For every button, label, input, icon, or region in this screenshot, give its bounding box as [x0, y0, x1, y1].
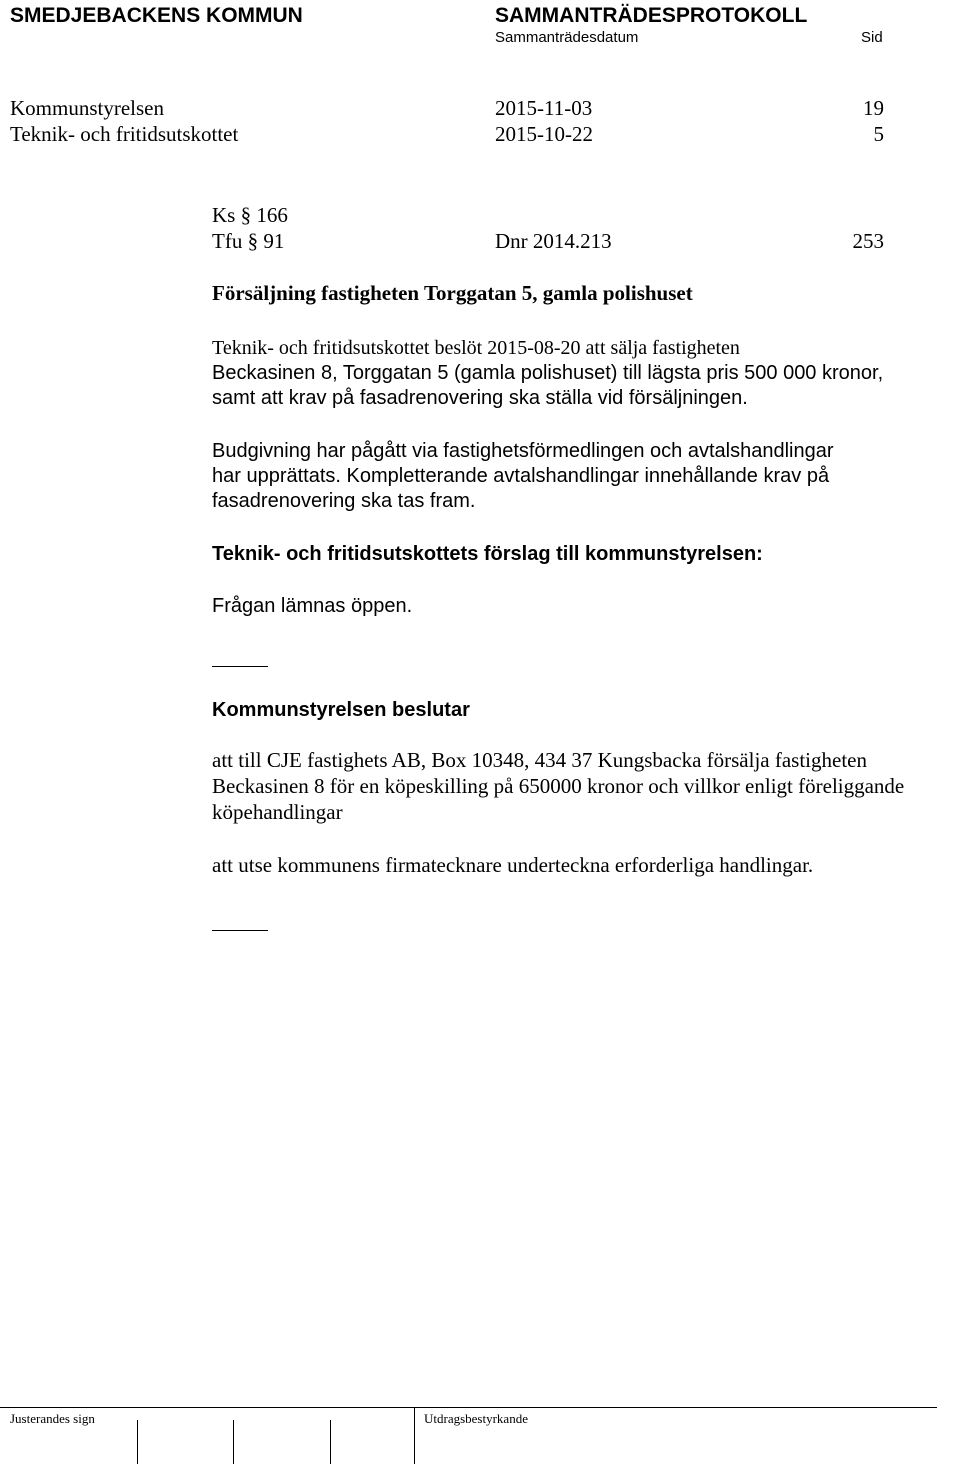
paragraph-line: Budgivning har pågått via fastighetsförmedlingen och avtalshandlingar [212, 440, 834, 462]
dnr-reference: Dnr 2014.213 [495, 229, 612, 253]
paragraph-line: har upprättats. Kompletterande avtalshandlingar innehållande krav på [212, 465, 830, 487]
page-label: Sid [861, 29, 883, 46]
document-title: Försäljning fastigheten Torggatan 5, gamla polishuset [212, 281, 693, 305]
paragraph-line: samt att krav på fasadrenovering ska ställa vid försäljningen. [212, 387, 748, 409]
certification-label: Utdragsbestyrkande [424, 1411, 528, 1426]
signature-box-divider [330, 1420, 331, 1464]
document-type: SAMMANTRÄDESPROTOKOLL [495, 4, 808, 27]
decision-line: köpehandlingar [212, 800, 343, 824]
footer-rule [0, 1407, 937, 1408]
decision-line: att till CJE fastighets AB, Box 10348, 434 37 Kungsbacka försälja fastigheten [212, 748, 867, 772]
tfu-reference: Tfu § 91 [212, 229, 285, 253]
signature-label: Justerandes sign [10, 1411, 95, 1426]
meeting-body: Teknik- och fritidsutskottet [10, 122, 239, 146]
paragraph-line: Beckasinen 8, Torggatan 5 (gamla polishuset) till lägsta pris 500 000 kronor, [212, 362, 884, 384]
proposal-text: Frågan lämnas öppen. [212, 595, 413, 617]
signature-box-divider [233, 1420, 234, 1464]
proposal-heading: Teknik- och fritidsutskottets förslag till kommunstyrelsen: [212, 543, 763, 565]
dnr-code: 253 [852, 229, 884, 253]
meeting-date: 2015-10-22 [495, 122, 593, 146]
paragraph-line: fasadrenovering ska tas fram. [212, 490, 476, 512]
section-divider [212, 930, 268, 931]
municipality-name: SMEDJEBACKENS KOMMUN [10, 4, 303, 27]
signature-box-divider [137, 1420, 138, 1464]
meeting-page: 19 [863, 96, 884, 120]
meeting-date: 2015-11-03 [495, 96, 593, 120]
signature-box-divider [414, 1408, 415, 1464]
ks-reference: Ks § 166 [212, 203, 288, 227]
decision-line: Beckasinen 8 för en köpeskilling på 650000 kronor och villkor enligt föreliggande [212, 774, 905, 798]
date-label: Sammanträdesdatum [495, 29, 639, 46]
meeting-body: Kommunstyrelsen [10, 96, 164, 120]
paragraph-line: Teknik- och fritidsutskottet beslöt 2015-08-20 att sälja fastigheten [212, 337, 740, 359]
decision-item: att utse kommunens firmatecknare underteckna erforderliga handlingar. [212, 853, 814, 877]
decision-heading: Kommunstyrelsen beslutar [212, 699, 470, 721]
meeting-page: 5 [873, 122, 884, 146]
section-divider [212, 666, 268, 667]
